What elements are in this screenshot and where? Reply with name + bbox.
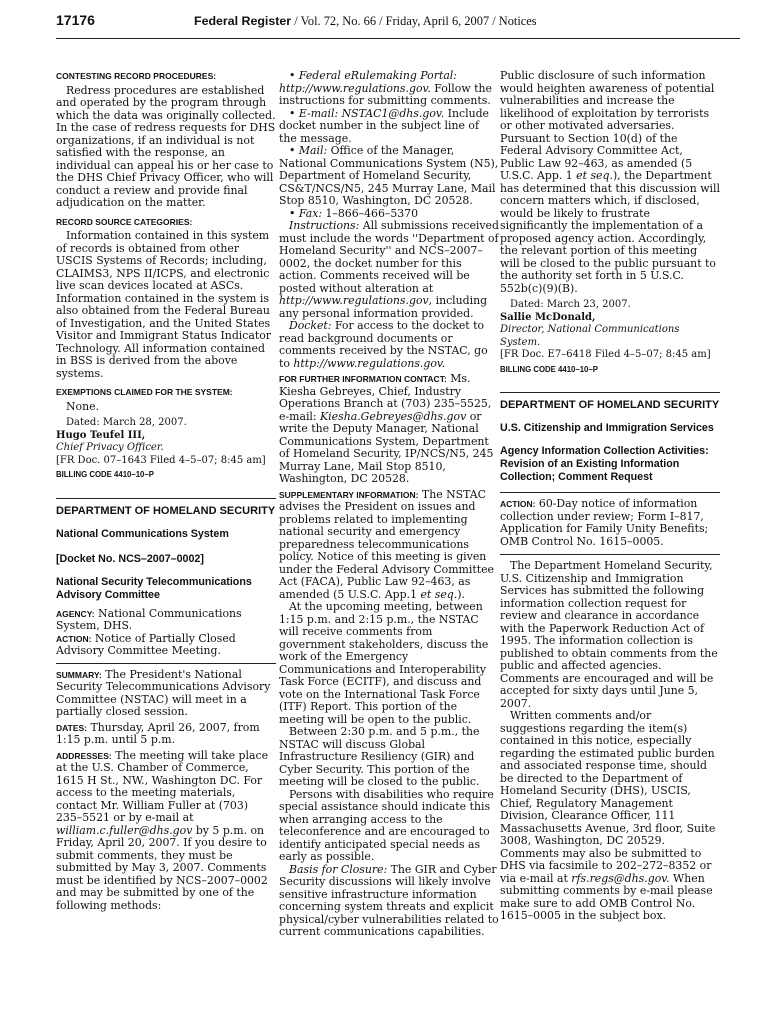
action-line: ACTION: Notice of Partially Closed Advisory Committee Meeting. (56, 631, 236, 657)
signer-name-2: Sallie McDonald, (500, 311, 596, 323)
journal-name: Federal Register (194, 14, 292, 28)
bullet-fax: • Fax: 1–866–466–5370 (289, 206, 419, 220)
signer-title-2: Director, National Communications System. (500, 324, 680, 348)
signer-name: Hugo Teufel III, (56, 429, 146, 441)
fr-doc: [FR Doc. 07–1643 Filed 4–5–07; 8:45 am] (56, 454, 266, 466)
billing-code: BILLING CODE 4410–10–P (56, 470, 154, 479)
bullet-email: • E-mail: NSTAC1@dhs.gov. Include docket number in the subject line of the message. (279, 106, 489, 145)
dated-line-2: Dated: March 23, 2007. (510, 299, 631, 310)
column-3 (500, 70, 720, 923)
volume-line: / Vol. 72, No. 66 / Friday, April 6, 2007 / Notices (291, 14, 537, 28)
bullet-mail: • Mail: Office of the Manager, National Communications System (N5), Department of Homeland Security, CS&T/NCS/N5, 245 Murray Lane, Mail Stop 8510, Washington, DC 20528. (279, 144, 499, 207)
disabilities-para: Persons with disabilities who require special assistance should indicate this when arranging access to the teleconference and are encouraged to identify anticipated special needs as early as possible. (279, 787, 494, 863)
instructions-para: Instructions: All submissions received must include the words ''Department of Homeland Security'' and NCS–2007–0002, the docket number for this action. Comments received will be posted without alteration at http://www.regulations.gov, including any personal information provided. (279, 219, 499, 320)
department-para: The Department Homeland Security, U.S. Citizenship and Immigration Services has submitted the following information collection request for review and clearance in accordance with the Paperwork Reduction Act of 1995. The information collection is published to obtain comments from the public and affected agencies. Comments are encouraged and will be accepted for sixty days until June 5, 2007. (500, 559, 718, 710)
written-comments-para: Written comments and/or suggestions regarding the item(s) contained in this notice, especially regarding the estimated public burden and associated response time, should be directed to the Department of Homeland Security (DHS), USCIS, Chief, Regulatory Management Division, Clearance Officer, 111 Massachusetts Avenue, 3rd floor, Suite 3008, Washington, DC 20529. Comments may also be submitted to DHS via facsimile to 202–272–8352 or via e-mail at rfs.regs@dhs.gov. When submitting comments by e-mail please make sure to add OMB Control No. 1615–0005 in the subject box. (500, 709, 716, 922)
dates-line: DATES: Thursday, April 26, 2007, from 1:15 p.m. until 5 p.m. (56, 720, 260, 746)
dated-line: Dated: March 28, 2007. (66, 417, 187, 428)
contesting-heading: CONTESTING RECORD PROCEDURES: (56, 71, 217, 81)
sub-agency: National Communications System (56, 527, 229, 540)
signer-title: Chief Privacy Officer. (56, 442, 164, 453)
closed-session-para: Between 2:30 p.m. and 5 p.m., the NSTAC will discuss Global Infrastructure Resiliency (GIR) and Cyber Security. This portion of the meeting will be closed to the public. (279, 725, 480, 788)
public-disclosure-para: Public disclosure of such information would heighten awareness of potential vulnerabilities and increase the likelihood of exploitation by terrorists or other motivated adversaries. Pursuant to Section 10(d) of the Federal Advisory Committee Act, Public Law 92–463, as amended (5 U.S.C. App. 1 et seq.), the Department has determined that this discussion will concern matters which, if disclosed, would be likely to frustrate significantly the implementation of a proposed agency action. Accordingly, the relevant portion of this meeting will be closed to the public pursuant to the authority set forth in 5 U.S.C. 552b(c)(9)(B). (500, 69, 720, 295)
contesting-text: Redress procedures are established and operated by the program through which the data was originally collected. In the case of redress requests for DHS organizations, if an individual is not satisfied with the response, an individual can appeal his or her case to the DHS Chief Privacy Officer, who will conduct a review and provide final adjudication on the matter. (56, 83, 276, 209)
exemptions-text: None. (66, 399, 100, 413)
running-head (194, 14, 537, 29)
agency-heading: DEPARTMENT OF HOMELAND SECURITY (56, 498, 276, 518)
notice-title-2: Agency Information Collection Activities: Revision of an Existing Information Collection; Comment Request (500, 445, 709, 483)
page-number: 17176 (56, 12, 95, 28)
source-heading: RECORD SOURCE CATEGORIES: (56, 216, 193, 227)
addresses-line: ADDRESSES: The meeting will take place at the U.S. Chamber of Commerce, 1615 H St., NW., Washington DC. For access to the meeting materials, contact Mr. William Fuller at (703) 235–5521 or by e-mail at william.c.fuller@dhs.gov by 5 p.m. on Friday, April 20, 2007. If you desire to submit comments, they must be submitted by May 3, 2007. Comments must be identified by NCS–2007–0002 and may be submitted by one of the following methods: (56, 748, 269, 912)
source-text: Information contained in this system of records is obtained from other USCIS Systems of Records; including, CLAIMS3, NPS II/ICPS, and electronic live scan devices located at ASCs. Information contained in the system is also obtained from the Federal Bureau of Investigation, and the United States Visitor and Immigrant Status Indicator Technology. All information contained in BSS is derived from the above systems. (56, 229, 272, 380)
exemptions-heading: EXEMPTIONS CLAIMED FOR THE SYSTEM: (56, 387, 233, 397)
column-2 (279, 70, 499, 939)
page-header (56, 12, 740, 39)
fr-doc-2: [FR Doc. E7–6418 Filed 4–5–07; 8:45 am] (500, 349, 711, 360)
column-1 (56, 70, 276, 912)
sub-agency-2: U.S. Citizenship and Immigration Services (500, 422, 714, 434)
billing-code-2: BILLING CODE 4410–10–P (500, 364, 598, 374)
basis-para: Basis for Closure: The GIR and Cyber Security discussions will likely involve sensitive infrastructure information concerning system threats and explicit physical/cyber vulnerabilities related to current communications capabilities. (279, 862, 499, 938)
summary-line: SUMMARY: The President's National Security Telecommunications Advisory Committee (NSTAC) will meet in a partially closed session. (56, 667, 271, 718)
action-line-2: ACTION: 60-Day notice of information collection under review; Form I–817, Application for Family Unity Benefits; OMB Control No. 1615–0005. (500, 497, 709, 548)
further-info-para: FOR FURTHER INFORMATION CONTACT: Ms. Kiesha Gebreyes, Chief, Industry Operations Branch at (703) 235–5525, e-mail: Kiesha.Gebreyes@dhs.gov or write the Deputy Manager, National Communications System, Department of Homeland Security, IP/NCS/N5, 245 Murray Lane, Mail Stop 8510, Washington, DC 20528. (279, 372, 494, 485)
agency-line: AGENCY: National Communications System, DHS. (56, 606, 242, 632)
bullet-eportal: • Federal eRulemaking Portal: http://www.regulations.gov. Follow the instructions for submitting comments. (279, 69, 492, 107)
email-link: william.c.fuller@dhs.gov (56, 823, 193, 837)
docket-number: [Docket No. NCS–2007–0002] (56, 552, 204, 565)
agency-heading-2: DEPARTMENT OF HOMELAND SECURITY (500, 392, 720, 412)
upcoming-para: At the upcoming meeting, between 1:15 p.m. and 2:15 p.m., the NSTAC will receive comments from government stakeholders, discuss the work of the Emergency Communications and Interoperability Task Force (ECITF), and discuss and vote on the International Task Force (ITF) Report. This portion of the meeting will be open to the public. (279, 600, 489, 726)
notice-title: National Security Telecommunications Advisory Committee (56, 575, 252, 601)
docket-para: Docket: For access to the docket to read background documents or comments received by the NSTAC, go to http://www.regulations.gov. (279, 319, 488, 370)
supplementary-para: SUPPLEMENTARY INFORMATION: The NSTAC advises the President on issues and problems related to implementing national security and emergency preparedness telecommunications policy. Notice of this meeting is given under the Federal Advisory Committee Act (FACA), Public Law 92–463, as amended (5 U.S.C. App.1 et seq.). (279, 487, 494, 601)
